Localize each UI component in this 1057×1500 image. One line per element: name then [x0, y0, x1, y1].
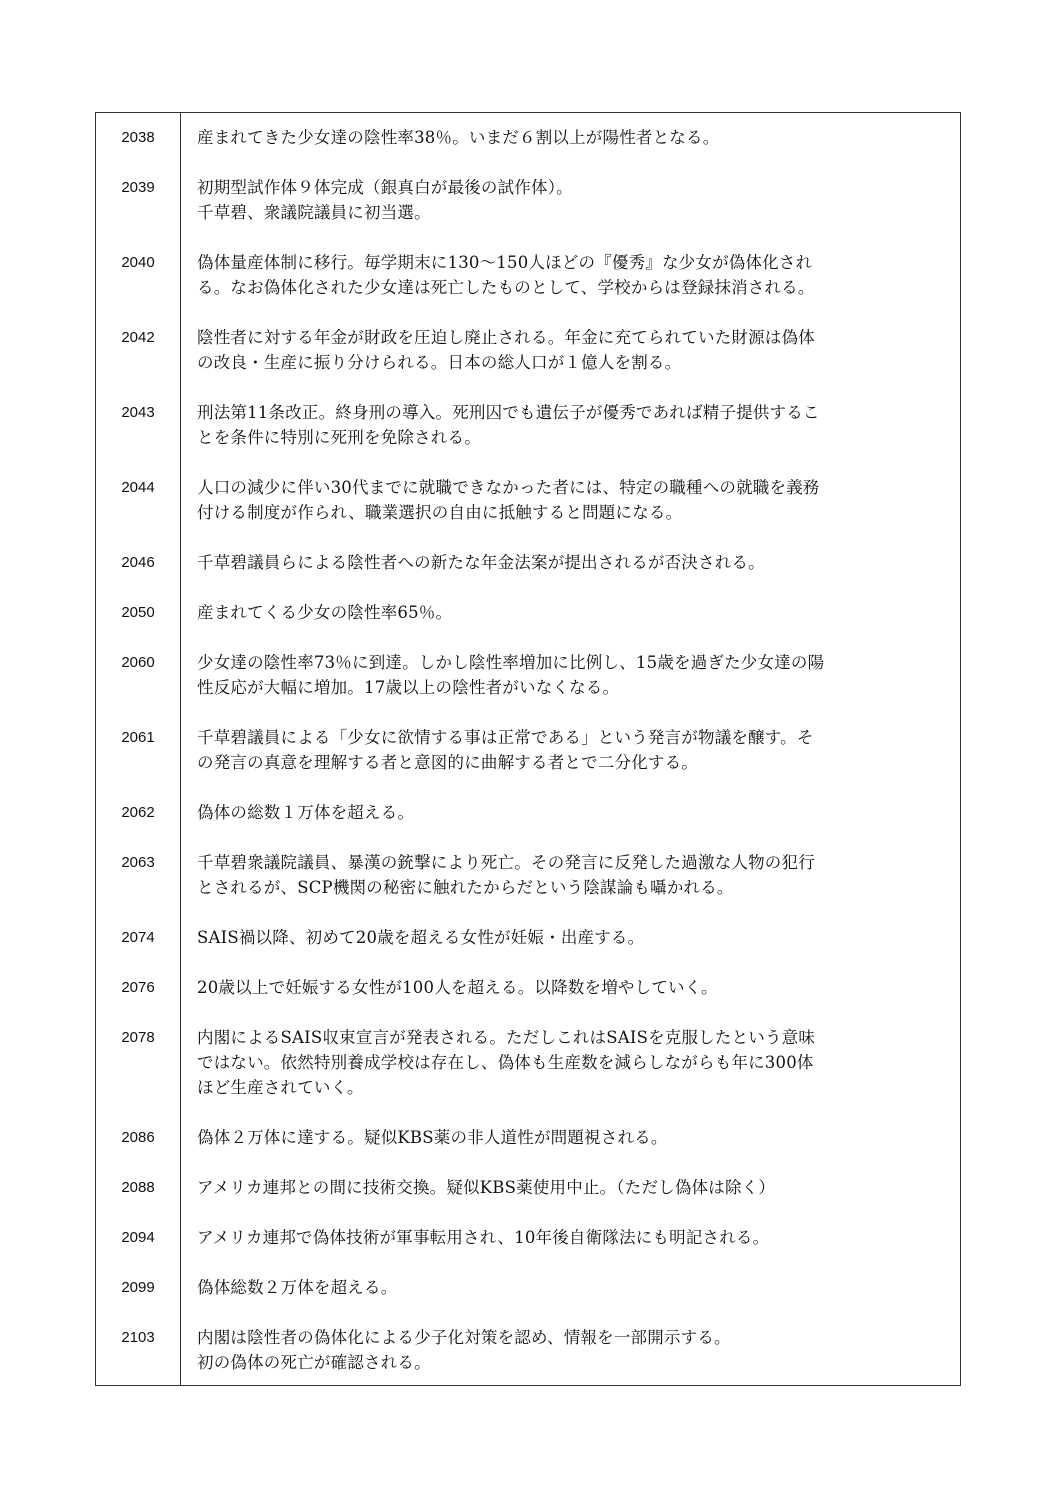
- timeline-year: 2086: [121, 1129, 155, 1146]
- timeline-event: 偽体総数２万体を超える。: [197, 1278, 398, 1297]
- timeline-year: 2061: [121, 729, 155, 746]
- timeline-year: 2043: [121, 404, 155, 421]
- timeline-year: 2094: [121, 1229, 155, 1246]
- timeline-year: 2063: [121, 854, 155, 871]
- timeline-year: 2062: [121, 804, 155, 821]
- timeline-event: 産まれてきた少女達の陰性率38％。いまだ６割以上が陽性者となる。: [197, 128, 720, 147]
- timeline-year: 2040: [121, 254, 155, 271]
- timeline-event: 陰性者に対する年金が財政を圧迫し廃止される。年金に充てられていた財源は偽体 の改良・生産に振り分けられる。日本の総人口が１億人を割る。: [197, 328, 815, 372]
- timeline-year: 2078: [121, 1029, 155, 1046]
- timeline-event: 千草碧議員らによる陰性者への新たな年金法案が提出されるが否決される。: [197, 553, 765, 572]
- timeline-event: アメリカ連邦で偽体技術が軍事転用され、10年後自衛隊法にも明記される。: [197, 1228, 770, 1247]
- timeline-event: 偽体２万体に達する。疑似KBS薬の非人道性が問題視される。: [197, 1128, 668, 1147]
- timeline-year: 2050: [121, 604, 155, 621]
- timeline-year: 2088: [121, 1179, 155, 1196]
- timeline-event: 内閣は陰性者の偽体化による少子化対策を認め、情報を一部開示する。 初の偽体の死亡が確認される。: [197, 1328, 731, 1372]
- timeline-year: 2046: [121, 554, 155, 571]
- timeline-year: 2103: [121, 1329, 155, 1346]
- timeline-event: 20歳以上で妊娠する女性が100人を超える。以降数を増やしていく。: [197, 978, 718, 997]
- timeline-event: SAIS禍以降、初めて20歳を超える女性が妊娠・出産する。: [197, 928, 645, 947]
- timeline-table: [95, 112, 961, 1386]
- timeline-event: 偽体量産体制に移行。毎学期末に130～150人ほどの『優秀』な少女が偽体化され る。なお偽体化された少女達は死亡したものとして、学校からは登録抹消される。: [197, 253, 815, 297]
- timeline-year: 2074: [121, 929, 155, 946]
- timeline-year: 2042: [121, 329, 155, 346]
- timeline-event: 刑法第11条改正。終身刑の導入。死刑囚でも遺伝子が優秀であれば精子提供するこ とを条件に特別に死刑を免除される。: [197, 403, 820, 447]
- timeline-rows: [96, 113, 960, 1385]
- timeline-year: 2076: [121, 979, 155, 996]
- timeline-year: 2044: [121, 479, 155, 496]
- timeline-event: 産まれてくる少女の陰性率65％。: [197, 603, 453, 622]
- timeline-event: 内閣によるSAIS収束宣言が発表される。ただしこれはSAISを克服したという意味 ではない。依然特別養成学校は存在し、偽体も生産数を減らしながらも年に300体 ほど生産されていく。: [197, 1028, 816, 1097]
- timeline-year: 2039: [121, 179, 155, 196]
- timeline-event: アメリカ連邦との間に技術交換。疑似KBS薬使用中止。（ただし偽体は除く）: [197, 1178, 776, 1197]
- timeline-year: 2060: [121, 654, 155, 671]
- timeline-year: 2099: [121, 1279, 155, 1296]
- timeline-event: 初期型試作体９体完成（銀真白が最後の試作体）。 千草碧、衆議院議員に初当選。: [197, 178, 573, 222]
- timeline-event: 千草碧衆議院議員、暴漢の銃撃により死亡。その発言に反発した過激な人物の犯行 とされるが、SCP機関の秘密に触れたからだという陰謀論も囁かれる。: [197, 853, 815, 897]
- timeline-event: 千草碧議員による「少女に欲情する事は正常である」という発言が物議を醸す。そ の発言の真意を理解する者と意図的に曲解する者とで二分化する。: [197, 728, 814, 772]
- timeline-year: 2038: [121, 129, 155, 146]
- timeline-event: 偽体の総数１万体を超える。: [197, 803, 415, 822]
- timeline-event: 少女達の陰性率73％に到達。しかし陰性率増加に比例し、15歳を過ぎた少女達の陽 性反応が大幅に増加。17歳以上の陰性者がいなくなる。: [197, 653, 825, 697]
- timeline-event: 人口の減少に伴い30代までに就職できなかった者には、特定の職種への就職を義務 付ける制度が作られ、職業選択の自由に抵触すると問題になる。: [197, 478, 820, 522]
